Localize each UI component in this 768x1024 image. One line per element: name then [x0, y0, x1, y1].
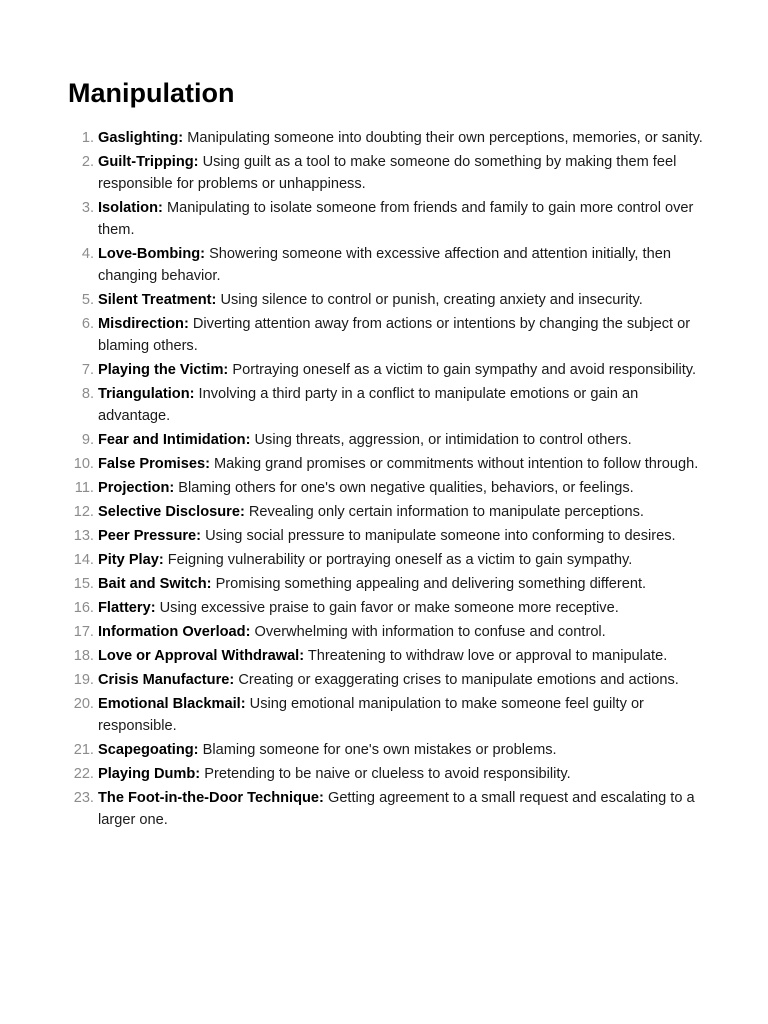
item-description: Blaming others for one's own negative qualities, behaviors, or feelings.: [178, 480, 634, 496]
item-term: Pity Play:: [98, 552, 164, 568]
item-description: Revealing only certain information to manipulate perceptions.: [248, 504, 644, 520]
list-item: [68, 621, 708, 643]
item-description: Using silence to control or punish, creating anxiety and insecurity.: [220, 292, 643, 308]
item-number: 22.: [73, 766, 94, 782]
item-term: Gaslighting:: [98, 130, 184, 146]
item-number: 6.: [81, 316, 94, 332]
item-description: Overwhelming with information to confuse and control.: [254, 624, 606, 640]
item-term: Selective Disclosure:: [98, 504, 245, 520]
item-number: 19.: [73, 672, 94, 688]
item-number: 7.: [81, 362, 94, 378]
item-term: Silent Treatment:: [98, 292, 217, 308]
item-term: Scapegoating:: [98, 742, 199, 758]
list-item: [68, 243, 708, 287]
item-term: Peer Pressure:: [98, 528, 202, 544]
item-description: Using social pressure to manipulate someone into conforming to desires.: [205, 528, 676, 544]
list-item: [68, 313, 708, 357]
item-term: Triangulation:: [98, 386, 195, 402]
item-number: 2.: [81, 154, 94, 170]
item-number: 18.: [73, 648, 94, 664]
item-number: 16.: [73, 600, 94, 616]
list-item: [68, 597, 708, 619]
item-description: Using threats, aggression, or intimidation to control others.: [254, 432, 632, 448]
list-item: [68, 573, 708, 595]
item-number: 17.: [73, 624, 94, 640]
item-term: False Promises:: [98, 456, 210, 472]
list-item: [68, 693, 708, 737]
list-item: [68, 549, 708, 571]
list-item: [68, 763, 708, 785]
item-description: Manipulating someone into doubting their own perceptions, memories, or sanity.: [187, 130, 703, 146]
item-description: Manipulating to isolate someone from friends and family to gain more control over them.: [98, 200, 694, 238]
item-description: Pretending to be naive or clueless to avoid responsibility.: [204, 766, 571, 782]
item-description: Involving a third party in a conflict to manipulate emotions or gain an advantage.: [98, 386, 639, 424]
item-number: 12.: [73, 504, 94, 520]
list-item: [68, 501, 708, 523]
item-term: Guilt-Tripping:: [98, 154, 199, 170]
list-item: [68, 453, 708, 475]
item-term: The Foot-in-the-Door Technique:: [98, 790, 324, 806]
item-description: Threatening to withdraw love or approval to manipulate.: [307, 648, 668, 664]
list-item: [68, 525, 708, 547]
item-term: Misdirection:: [98, 316, 189, 332]
item-term: Information Overload:: [98, 624, 251, 640]
item-description: Portraying oneself as a victim to gain sympathy and avoid responsibility.: [232, 362, 697, 378]
manipulation-list: [68, 127, 708, 831]
list-item: [68, 429, 708, 451]
item-number: 23.: [73, 790, 94, 806]
item-term: Flattery:: [98, 600, 156, 616]
item-description: Creating or exaggerating crises to manipulate emotions and actions.: [238, 672, 679, 688]
item-term: Playing the Victim:: [98, 362, 229, 378]
list-item: [68, 151, 708, 195]
item-number: 20.: [73, 696, 94, 712]
list-item: [68, 197, 708, 241]
item-description: Feigning vulnerability or portraying oneself as a victim to gain sympathy.: [167, 552, 633, 568]
item-number: 15.: [73, 576, 94, 592]
item-description: Promising something appealing and delivering something different.: [215, 576, 647, 592]
item-term: Isolation:: [98, 200, 163, 216]
item-number: 11.: [74, 480, 94, 496]
list-item: [68, 359, 708, 381]
item-term: Love or Approval Withdrawal:: [98, 648, 305, 664]
item-description: Using excessive praise to gain favor or make someone more receptive.: [159, 600, 619, 616]
item-term: Playing Dumb:: [98, 766, 201, 782]
item-description: Diverting attention away from actions or intentions by changing the subject or blaming others.: [98, 316, 691, 354]
list-item: [68, 477, 708, 499]
list-item: [68, 669, 708, 691]
item-number: 10.: [73, 456, 94, 472]
list-item: [68, 645, 708, 667]
item-number: 21.: [73, 742, 94, 758]
list-item: [68, 739, 708, 761]
item-term: Crisis Manufacture:: [98, 672, 235, 688]
item-number: 14.: [73, 552, 94, 568]
item-number: 13.: [73, 528, 94, 544]
item-term: Fear and Intimidation:: [98, 432, 251, 448]
list-item: [68, 127, 708, 149]
item-description: Getting agreement to a small request and escalating to a larger one.: [98, 790, 695, 828]
list-item: [68, 787, 708, 831]
item-number: 5.: [81, 292, 94, 308]
item-term: Projection:: [98, 480, 175, 496]
item-description: Blaming someone for one's own mistakes or problems.: [202, 742, 557, 758]
item-number: 9.: [81, 432, 94, 448]
list-item: [68, 383, 708, 427]
page-title: Manipulation: [68, 78, 235, 108]
item-number: 8.: [81, 386, 94, 402]
item-number: 4.: [81, 246, 94, 262]
item-description: Using guilt as a tool to make someone do something by making them feel responsible for problems or unhappiness.: [98, 154, 677, 192]
item-term: Bait and Switch:: [98, 576, 212, 592]
list-item: [68, 289, 708, 311]
item-number: 3.: [81, 200, 94, 216]
item-description: Using emotional manipulation to make someone feel guilty or responsible.: [98, 696, 644, 734]
item-term: Love-Bombing:: [98, 246, 206, 262]
item-description: Making grand promises or commitments without intention to follow through.: [214, 456, 699, 472]
item-number: 1.: [81, 130, 94, 146]
item-term: Emotional Blackmail:: [98, 696, 246, 712]
item-description: Showering someone with excessive affection and attention initially, then changing behavior.: [98, 246, 671, 284]
